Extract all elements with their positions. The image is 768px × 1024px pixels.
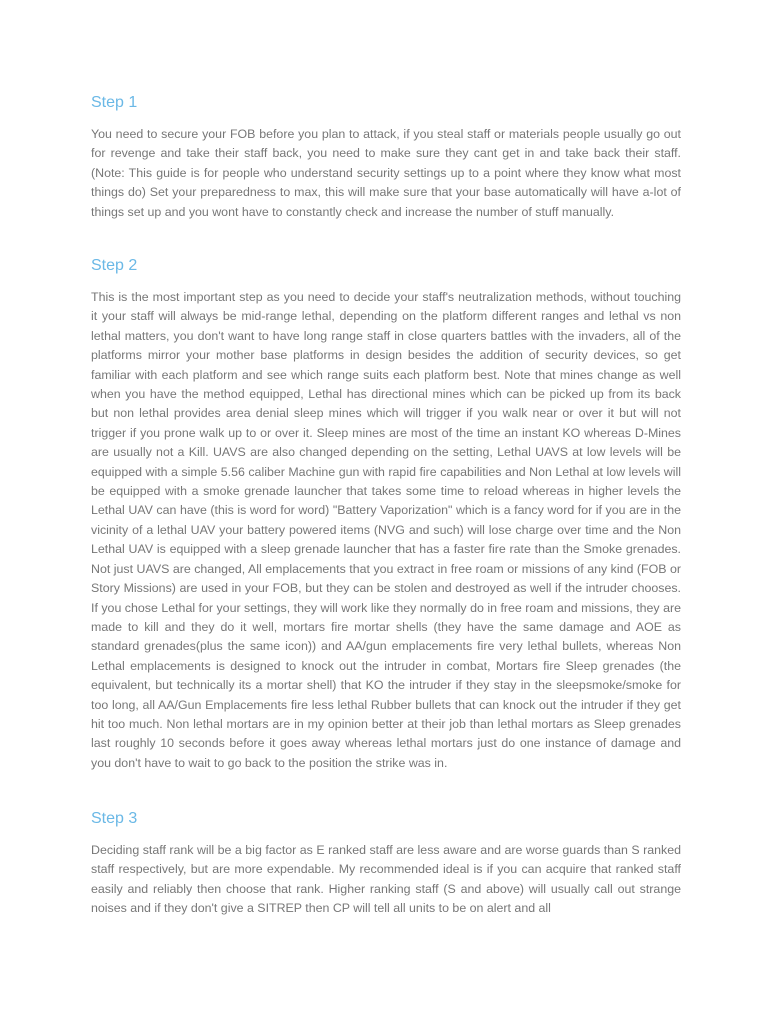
step-1-heading: Step 1: [91, 94, 138, 111]
step-2-body: This is the most important step as you need to decide your staff's neutralization methods, without touching it your staff will always be mid-range lethal, depending on the platform different ranges and lethal vs non lethal matters, you don't want to have long range staff in close quarters battles with the invaders, all of the platforms mirror your mother base platforms in design besides the addition of security devices, so get familiar with each platform and see which range suits each platform best. Note that mines change as well when you have the method equipped, Lethal has directional mines which can be picked up from its back but non lethal provides area denial sleep mines which will trigger if you walk near or over it but will not trigger if you prone walk up to or over it. Sleep mines are most of the time an instant KO whereas D-Mines are usually not a Kill. UAVS are also changed depending on the setting, Lethal UAVS at low levels will be equipped with a simple 5.56 caliber Machine gun with rapid fire capabilities and Non Lethal at low levels will be equipped with a smoke grenade launcher that takes some time to reload whereas in higher levels the Lethal UAV can have (this is word for word) "Battery Vaporization" which is a fancy word for if you are in the vicinity of a lethal UAV your battery powered items (NVG and such) will lose charge over time and the Non Lethal UAV is equipped with a sleep grenade launcher that has a faster fire rate than the Smoke grenades. Not just UAVS are changed, All emplacements that you extract in free roam or missions of any kind (FOB or Story Missions) are used in your FOB, but they can be stolen and destroyed as well if the intruder chooses. If you chose Lethal for your settings, they will work like they normally do in free roam and missions, they are made to kill and they do it well, mortars fire mortar shells (they have the same damage and AOE as standard grenades(plus the same icon)) and AA/gun emplacements fire very lethal bullets, whereas Non Lethal emplacements is designed to knock out the intruder in combat, Mortars fire Sleep grenades (the equivalent, but technically its a mortar shell) that KO the intruder if they stay in the sleepsmoke/smoke for too long, all AA/Gun Emplacements fire less lethal Rubber bullets that can knock out the intruder if they get hit too much. Non lethal mortars are in my opinion better at their job than lethal mortars as Sleep grenades last roughly 10 seconds before it goes away whereas lethal mortars just do one instance of damage and you don't have to wait to go back to the position the strike was in.: [91, 290, 681, 770]
step-3-heading: Step 3: [91, 810, 138, 827]
step-3-section: [91, 809, 681, 916]
step-2-section: [91, 256, 681, 770]
step-1-section: [91, 93, 681, 219]
step-2-heading: Step 2: [91, 257, 138, 274]
step-3-body: Deciding staff rank will be a big factor as E ranked staff are less aware and are worse guards than S ranked staff respectively, but are more expendable. My recommended ideal is if you can acquire that ranked staff easily and reliably then choose that rank. Higher ranking staff (S and above) will usually call out strange noises and if they don't give a SITREP then CP will tell all units to be on alert and all: [91, 843, 681, 916]
step-1-body: You need to secure your FOB before you plan to attack, if you steal staff or materials people usually go out for revenge and take their staff back, you need to make sure they cant get in and take back their staff. (Note: This guide is for people who understand security settings up to a point where they know what most things do) Set your preparedness to max, this will make sure that your base automatically will have a-lot of things set up and you wont have to constantly check and increase the number of stuff manually.: [91, 127, 681, 219]
